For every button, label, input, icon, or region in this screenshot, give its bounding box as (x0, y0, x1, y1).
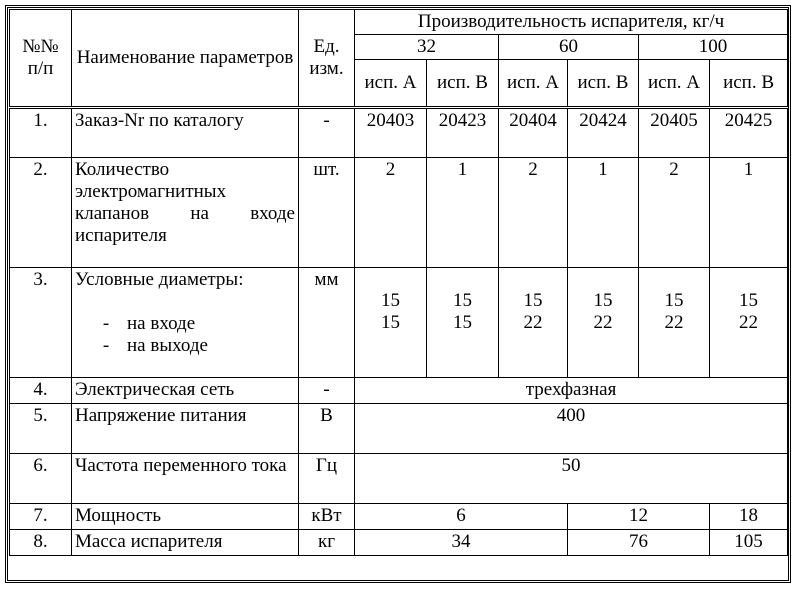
row-value (639, 268, 710, 378)
row-num: 7. (10, 504, 72, 530)
row-value (568, 268, 639, 378)
header-num: №№ п/п (10, 10, 72, 108)
row-unit: кг (299, 530, 355, 556)
row-value: 20405 (639, 108, 710, 158)
outlet-value: 15 (453, 312, 472, 333)
row-value: 12 (568, 504, 710, 530)
outlet-value: 22 (593, 312, 613, 333)
header-group: 60 (499, 35, 639, 60)
table-row (10, 504, 788, 530)
inlet-value: 15 (381, 290, 400, 311)
row-num: 8. (10, 530, 72, 556)
header-group: 100 (639, 35, 788, 60)
row-value: 1 (710, 158, 788, 268)
row-value: 20404 (499, 108, 568, 158)
row-num: 1. (10, 108, 72, 158)
row-value (499, 268, 568, 378)
outlet-value: 15 (381, 312, 400, 333)
table-row (10, 454, 788, 504)
row-unit: - (299, 378, 355, 404)
row-name: Мощность (72, 504, 299, 530)
row-value: 34 (355, 530, 568, 556)
row-value (427, 268, 499, 378)
row-sub-outlet (75, 335, 295, 357)
row-name: Масса испарителя (72, 530, 299, 556)
row-name: Электрическая сеть (72, 378, 299, 404)
row-num: 4. (10, 378, 72, 404)
row-value: 2 (499, 158, 568, 268)
header-variant: исп. В (710, 60, 788, 108)
table-row (10, 158, 788, 268)
evaporator-parameters-table (9, 9, 788, 556)
row-name: Частота переменного тока (72, 454, 299, 504)
row-name: Напряжение питания (72, 404, 299, 454)
row-unit: - (299, 108, 355, 158)
inlet-value: 15 (453, 290, 472, 311)
table-row (10, 268, 788, 378)
outlet-value: 22 (664, 312, 684, 333)
dash-mark: - (102, 313, 110, 334)
inlet-value: 15 (739, 290, 759, 311)
row-value: 20423 (427, 108, 499, 158)
inlet-value: 15 (523, 290, 543, 311)
dash-mark: - (102, 335, 110, 356)
table-row (10, 378, 788, 404)
row-value: 20424 (568, 108, 639, 158)
row-value: 6 (355, 504, 568, 530)
row-name-main: Условные диаметры: (75, 269, 244, 290)
row-value: 76 (568, 530, 710, 556)
table-row (10, 404, 788, 454)
row-value: 2 (355, 158, 427, 268)
row-value: 400 (355, 404, 788, 454)
row-num: 2. (10, 158, 72, 268)
row-name: Количество электромагнитных клапанов на входе испарителя (72, 158, 299, 268)
row-value: 50 (355, 454, 788, 504)
row-num: 3. (10, 268, 72, 378)
inlet-value: 15 (593, 290, 613, 311)
row-num: 5. (10, 404, 72, 454)
row-name (72, 268, 299, 378)
row-unit: кВт (299, 504, 355, 530)
header-variant: исп. А (355, 60, 427, 108)
row-value: 20425 (710, 108, 788, 158)
table-row (10, 530, 788, 556)
row-value: 1 (427, 158, 499, 268)
row-unit: шт. (299, 158, 355, 268)
table-row (10, 108, 788, 158)
inlet-value: 15 (664, 290, 684, 311)
row-sub-label: на входе (127, 313, 196, 334)
header-variant: исп. А (639, 60, 710, 108)
row-value (710, 268, 788, 378)
row-num: 6. (10, 454, 72, 504)
header-unit: Ед. изм. (299, 10, 355, 108)
row-name: Заказ-Nr по каталогу (72, 108, 299, 158)
row-value: трехфазная (355, 378, 788, 404)
row-value (355, 268, 427, 378)
header-capacity: Производительность испарителя, кг/ч (355, 10, 788, 35)
row-value: 105 (710, 530, 788, 556)
row-value: 2 (639, 158, 710, 268)
outlet-value: 22 (739, 312, 759, 333)
row-sub-inlet (75, 291, 295, 335)
header-name: Наименование параметров (72, 10, 299, 108)
header-variant: исп. А (499, 60, 568, 108)
row-value: 1 (568, 158, 639, 268)
row-unit: В (299, 404, 355, 454)
row-value: 20403 (355, 108, 427, 158)
row-unit: Гц (299, 454, 355, 504)
header-group: 32 (355, 35, 499, 60)
header-variant: исп. В (427, 60, 499, 108)
header-variant: исп. В (568, 60, 639, 108)
outlet-value: 22 (523, 312, 543, 333)
row-unit: мм (299, 268, 355, 378)
row-value: 18 (710, 504, 788, 530)
row-sub-label: на выходе (127, 335, 208, 356)
